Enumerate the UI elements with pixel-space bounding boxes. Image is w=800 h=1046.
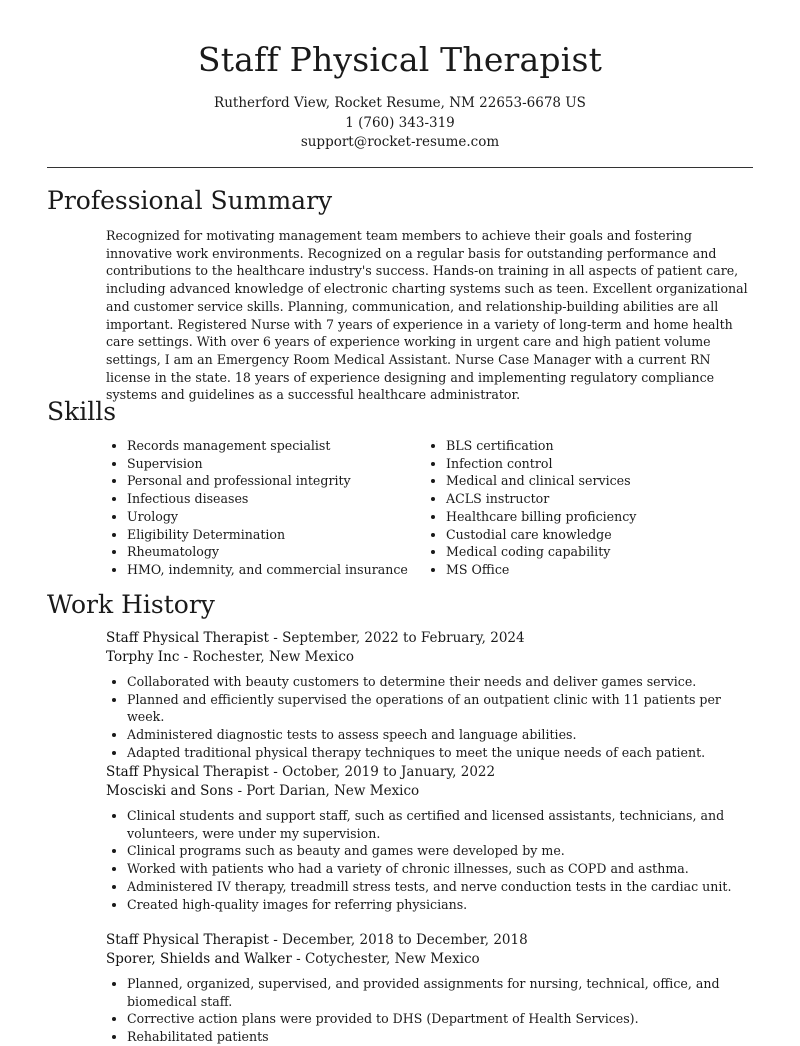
skill-item: • Infectious diseases [127,490,425,508]
skill-item: • Supervision [127,455,425,473]
skill-item: • Medical coding capability [446,543,636,561]
job-bullets [106,807,756,913]
job-title-line [106,763,756,782]
job-dates: - December, 2018 to December, 2018 [268,932,528,948]
skill-item: • Eligibility Determination [127,526,425,544]
job-bullet: • Administered IV therapy, treadmill stress tests, and nerve conduction tests in the cardiac unit. [127,878,756,896]
job-company-line [106,782,756,801]
job-bullet: • Worked with patients who had a variety of chronic illnesses, such as COPD and asthma. [127,860,756,878]
summary-heading: Professional Summary [47,186,333,215]
skills-list [106,437,756,579]
job-dates: - October, 2019 to January, 2022 [268,764,496,780]
job-bullet: • Administered diagnostic tests to assess speech and language abilities. [127,726,756,744]
job-title-line [106,931,756,950]
job-dates: - September, 2022 to February, 2024 [268,630,525,646]
contact-info [0,94,800,153]
job-location: - Cotychester, New Mexico [291,951,480,967]
skill-item: • ACLS instructor [446,490,636,508]
job-bullet: • Created high-quality images for referring physicians. [127,896,756,914]
contact-address: Rutherford View, Rocket Resume, NM 22653-6678 US [214,95,586,111]
job-bullet: • Rehabilitated patients [127,1028,756,1046]
contact-email: support@rocket-resume.com [300,134,500,150]
job-company: Mosciski and Sons [106,783,234,799]
skill-item: • Records management specialist [127,437,425,455]
job-title-line [106,629,756,648]
job-location: - Rochester, New Mexico [179,649,355,665]
skill-item: • Urology [127,508,425,526]
skills-column-right [425,437,636,579]
job-title: Staff Physical Therapist [106,932,269,948]
skill-item: • BLS certification [446,437,636,455]
job-company: Torphy Inc [106,649,180,665]
job-entry [106,629,756,762]
skill-item: • Personal and professional integrity [127,472,425,490]
job-bullet: • Planned, organized, supervised, and provided assignments for nursing, technical, office, and biomedical staff. [127,975,756,1010]
job-bullets [106,975,756,1046]
work-history-heading: Work History [47,590,215,619]
job-bullet: • Corrective action plans were provided to DHS (Department of Health Services). [127,1010,756,1028]
job-bullet: • Clinical students and support staff, such as certified and licensed assistants, technicians, and volunteers, were under my supervision. [127,807,756,842]
skill-item: • Rheumatology [127,543,425,561]
skill-item: • MS Office [446,561,636,579]
job-location: - Port Darian, New Mexico [233,783,420,799]
job-bullets [106,673,756,762]
job-title: Staff Physical Therapist [106,764,269,780]
job-company: Sporer, Shields and Walker [106,951,292,967]
skills-column-left [106,437,425,579]
job-entry [106,931,756,1046]
skill-item: • Healthcare billing proficiency [446,508,636,526]
job-company-line [106,950,756,969]
skill-item: • Infection control [446,455,636,473]
job-company-line [106,648,756,667]
job-title: Staff Physical Therapist [106,630,269,646]
skill-item: • HMO, indemnity, and commercial insurance [127,561,425,579]
contact-phone: 1 (760) 343-319 [345,114,455,131]
skills-heading: Skills [47,397,117,426]
header-divider [47,167,753,168]
job-bullet: • Clinical programs such as beauty and games were developed by me. [127,842,756,860]
job-bullet: • Collaborated with beauty customers to determine their needs and deliver games service. [127,673,756,691]
job-bullet: • Adapted traditional physical therapy techniques to meet the unique needs of each patient. [127,744,756,762]
resume-name: Staff Physical Therapist [197,40,603,79]
job-entry [106,763,756,913]
skill-item: • Medical and clinical services [446,472,636,490]
job-bullet: • Planned and efficiently supervised the operations of an outpatient clinic with 11 patients per week. [127,691,756,726]
skill-item: • Custodial care knowledge [446,526,636,544]
summary-text: Recognized for motivating management team members to achieve their goals and fostering innovative work environments. Recognized on a regular basis for outstanding performance and contributions to the healthcare industry's success. Hands-on training in all aspects of patient care, including advanced knowledge of electronic charting systems such as teen. Excellent organizational and customer service skills. Planning, communication, and relationship-building abilities are all important. Registered Nurse with 7 years of experience in a variety of long-term and home health care settings. With over 6 years of experience working in urgent care and high patient volume settings, I am an Emergency Room Medical Assistant. Nurse Case Manager with a current RN license in the state. 18 years of experience designing and implementing regulatory compliance systems and guidelines as a successful healthcare administrator. [106,228,748,403]
